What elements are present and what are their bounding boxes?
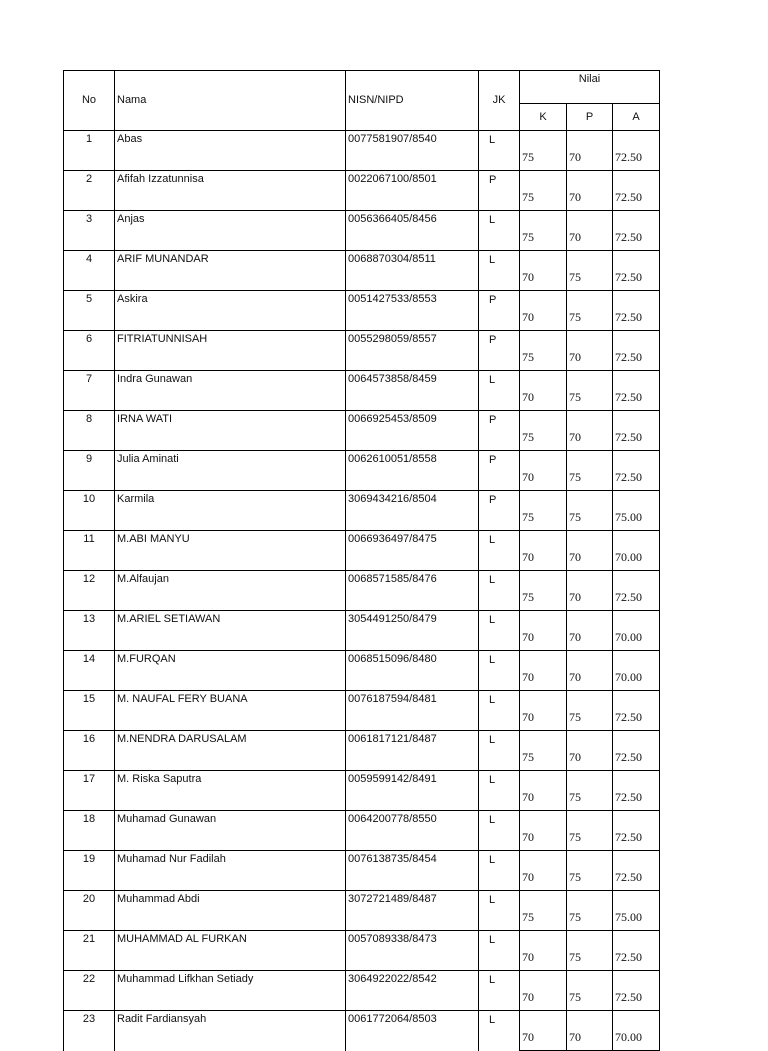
table-row [64, 251, 660, 291]
cell-a: 72.50 [613, 291, 660, 331]
table-row [64, 771, 660, 811]
cell-nama: M. NAUFAL FERY BUANA [115, 691, 346, 731]
cell-nama: Muhamad Nur Fadilah [115, 851, 346, 891]
table-row [64, 491, 660, 531]
header-row [64, 71, 660, 104]
cell-k: 70 [520, 1011, 567, 1051]
cell-a: 75.00 [613, 491, 660, 531]
table-row [64, 411, 660, 451]
cell-nama: MUHAMMAD AL FURKAN [115, 931, 346, 971]
table-row [64, 291, 660, 331]
cell-nama: IRNA WATI [115, 411, 346, 451]
cell-nisn: 0066936497/8475 [346, 531, 479, 571]
cell-no: 12 [64, 571, 115, 611]
cell-a: 72.50 [613, 571, 660, 611]
cell-k: 70 [520, 451, 567, 491]
header-p: P [567, 104, 613, 131]
header-nilai: Nilai [520, 71, 660, 104]
cell-a: 72.50 [613, 331, 660, 371]
cell-a: 70.00 [613, 611, 660, 651]
cell-p: 70 [567, 531, 613, 571]
cell-p: 70 [567, 331, 613, 371]
cell-nama: Anjas [115, 211, 346, 251]
header-jk: JK [479, 71, 520, 131]
cell-a: 72.50 [613, 171, 660, 211]
cell-jk: L [479, 851, 520, 891]
cell-no: 17 [64, 771, 115, 811]
cell-k: 75 [520, 891, 567, 931]
cell-jk: L [479, 571, 520, 611]
cell-k: 70 [520, 291, 567, 331]
cell-p: 70 [567, 731, 613, 771]
table-row [64, 211, 660, 251]
cell-nama: M.FURQAN [115, 651, 346, 691]
header-no: No [64, 71, 115, 131]
cell-a: 72.50 [613, 851, 660, 891]
cell-a: 70.00 [613, 531, 660, 571]
header-nisn: NISN/NIPD [346, 71, 479, 131]
cell-k: 75 [520, 171, 567, 211]
cell-nisn: 0068571585/8476 [346, 571, 479, 611]
header-k: K [520, 104, 567, 131]
cell-p: 75 [567, 931, 613, 971]
cell-k: 70 [520, 651, 567, 691]
cell-nisn: 0076138735/8454 [346, 851, 479, 891]
cell-p: 75 [567, 971, 613, 1011]
cell-a: 72.50 [613, 211, 660, 251]
cell-nisn: 3064922022/8542 [346, 971, 479, 1011]
cell-no: 14 [64, 651, 115, 691]
cell-jk: L [479, 651, 520, 691]
table-row [64, 451, 660, 491]
cell-nisn: 0061817121/8487 [346, 731, 479, 771]
cell-jk: P [479, 331, 520, 371]
cell-nama: ARIF MUNANDAR [115, 251, 346, 291]
cell-k: 70 [520, 931, 567, 971]
cell-nama: M.ARIEL SETIAWAN [115, 611, 346, 651]
cell-nisn: 0062610051/8558 [346, 451, 479, 491]
cell-nisn: 3069434216/8504 [346, 491, 479, 531]
cell-a: 72.50 [613, 451, 660, 491]
cell-jk: L [479, 771, 520, 811]
cell-no: 1 [64, 131, 115, 171]
cell-k: 75 [520, 491, 567, 531]
table-row [64, 611, 660, 651]
table-row [64, 811, 660, 851]
cell-jk: L [479, 891, 520, 931]
cell-nama: Muhammad Abdi [115, 891, 346, 931]
cell-a: 72.50 [613, 731, 660, 771]
cell-no: 6 [64, 331, 115, 371]
table-row [64, 331, 660, 371]
cell-jk: L [479, 691, 520, 731]
cell-jk: L [479, 531, 520, 571]
cell-a: 72.50 [613, 771, 660, 811]
table-row [64, 371, 660, 411]
cell-k: 70 [520, 811, 567, 851]
cell-nama: M. Riska Saputra [115, 771, 346, 811]
cell-jk: P [479, 171, 520, 211]
cell-jk: L [479, 611, 520, 651]
cell-no: 23 [64, 1011, 115, 1051]
cell-p: 75 [567, 891, 613, 931]
cell-nisn: 0057089338/8473 [346, 931, 479, 971]
cell-a: 72.50 [613, 411, 660, 451]
cell-p: 70 [567, 1011, 613, 1051]
cell-nisn: 3072721489/8487 [346, 891, 479, 931]
cell-jk: P [479, 411, 520, 451]
cell-a: 70.00 [613, 651, 660, 691]
cell-nama: M.Alfaujan [115, 571, 346, 611]
table-row [64, 971, 660, 1011]
cell-jk: L [479, 251, 520, 291]
cell-jk: L [479, 971, 520, 1011]
cell-nisn: 0051427533/8553 [346, 291, 479, 331]
cell-jk: P [479, 291, 520, 331]
cell-k: 75 [520, 211, 567, 251]
cell-p: 70 [567, 651, 613, 691]
cell-no: 11 [64, 531, 115, 571]
cell-p: 70 [567, 571, 613, 611]
table-row [64, 651, 660, 691]
cell-nisn: 0064200778/8550 [346, 811, 479, 851]
cell-nama: Muhamad Gunawan [115, 811, 346, 851]
cell-no: 4 [64, 251, 115, 291]
cell-p: 75 [567, 691, 613, 731]
cell-no: 2 [64, 171, 115, 211]
cell-no: 19 [64, 851, 115, 891]
cell-k: 70 [520, 971, 567, 1011]
cell-k: 70 [520, 771, 567, 811]
cell-p: 70 [567, 411, 613, 451]
cell-nama: Abas [115, 131, 346, 171]
cell-nama: Julia Aminati [115, 451, 346, 491]
cell-k: 75 [520, 131, 567, 171]
table-row [64, 531, 660, 571]
cell-k: 70 [520, 531, 567, 571]
header-a: A [613, 104, 660, 131]
cell-jk: P [479, 451, 520, 491]
cell-a: 75.00 [613, 891, 660, 931]
cell-jk: L [479, 731, 520, 771]
cell-no: 9 [64, 451, 115, 491]
cell-nisn: 0076187594/8481 [346, 691, 479, 731]
cell-nama: Askira [115, 291, 346, 331]
cell-p: 75 [567, 291, 613, 331]
cell-a: 72.50 [613, 811, 660, 851]
cell-p: 75 [567, 451, 613, 491]
table-row [64, 731, 660, 771]
cell-p: 70 [567, 131, 613, 171]
cell-no: 3 [64, 211, 115, 251]
cell-no: 18 [64, 811, 115, 851]
cell-k: 75 [520, 731, 567, 771]
table-row [64, 691, 660, 731]
cell-nisn: 0059599142/8491 [346, 771, 479, 811]
cell-no: 20 [64, 891, 115, 931]
cell-k: 70 [520, 251, 567, 291]
cell-jk: L [479, 371, 520, 411]
cell-nama: Muhammad Lifkhan Setiady [115, 971, 346, 1011]
cell-p: 75 [567, 371, 613, 411]
cell-p: 70 [567, 211, 613, 251]
cell-k: 75 [520, 331, 567, 371]
cell-k: 75 [520, 571, 567, 611]
cell-k: 75 [520, 411, 567, 451]
cell-a: 72.50 [613, 371, 660, 411]
cell-jk: L [479, 131, 520, 171]
cell-no: 8 [64, 411, 115, 451]
table-row [64, 851, 660, 891]
cell-no: 13 [64, 611, 115, 651]
cell-nisn: 0056366405/8456 [346, 211, 479, 251]
cell-nisn: 0066925453/8509 [346, 411, 479, 451]
cell-a: 72.50 [613, 971, 660, 1011]
table-row [64, 171, 660, 211]
table-row [64, 571, 660, 611]
cell-jk: L [479, 1011, 520, 1051]
cell-p: 75 [567, 251, 613, 291]
cell-no: 10 [64, 491, 115, 531]
table-row [64, 891, 660, 931]
cell-no: 16 [64, 731, 115, 771]
cell-nama: Afifah Izzatunnisa [115, 171, 346, 211]
cell-no: 7 [64, 371, 115, 411]
cell-k: 70 [520, 851, 567, 891]
cell-p: 70 [567, 171, 613, 211]
cell-no: 22 [64, 971, 115, 1011]
cell-p: 75 [567, 771, 613, 811]
cell-nisn: 0068870304/8511 [346, 251, 479, 291]
cell-k: 70 [520, 371, 567, 411]
cell-nama: Radit Fardiansyah [115, 1011, 346, 1051]
cell-a: 72.50 [613, 931, 660, 971]
cell-p: 75 [567, 491, 613, 531]
cell-k: 70 [520, 691, 567, 731]
cell-a: 72.50 [613, 131, 660, 171]
cell-nama: FITRIATUNNISAH [115, 331, 346, 371]
cell-k: 70 [520, 611, 567, 651]
table-row [64, 931, 660, 971]
cell-nisn: 0055298059/8557 [346, 331, 479, 371]
cell-p: 70 [567, 611, 613, 651]
cell-jk: L [479, 211, 520, 251]
cell-nisn: 0061772064/8503 [346, 1011, 479, 1051]
cell-nama: Indra Gunawan [115, 371, 346, 411]
table-row [64, 1011, 660, 1051]
cell-p: 75 [567, 851, 613, 891]
cell-a: 70.00 [613, 1011, 660, 1051]
cell-nama: M.ABI MANYU [115, 531, 346, 571]
cell-nisn: 0022067100/8501 [346, 171, 479, 211]
cell-jk: L [479, 811, 520, 851]
grades-sheet [63, 70, 660, 1051]
cell-nama: Karmila [115, 491, 346, 531]
table-row [64, 131, 660, 171]
cell-a: 72.50 [613, 691, 660, 731]
grades-table [63, 70, 660, 1051]
cell-jk: L [479, 931, 520, 971]
cell-nisn: 0068515096/8480 [346, 651, 479, 691]
cell-p: 75 [567, 811, 613, 851]
header-nama: Nama [115, 71, 346, 131]
cell-nisn: 0077581907/8540 [346, 131, 479, 171]
cell-no: 5 [64, 291, 115, 331]
cell-a: 72.50 [613, 251, 660, 291]
cell-nisn: 3054491250/8479 [346, 611, 479, 651]
cell-jk: P [479, 491, 520, 531]
cell-nama: M.NENDRA DARUSALAM [115, 731, 346, 771]
cell-nisn: 0064573858/8459 [346, 371, 479, 411]
cell-no: 21 [64, 931, 115, 971]
cell-no: 15 [64, 691, 115, 731]
